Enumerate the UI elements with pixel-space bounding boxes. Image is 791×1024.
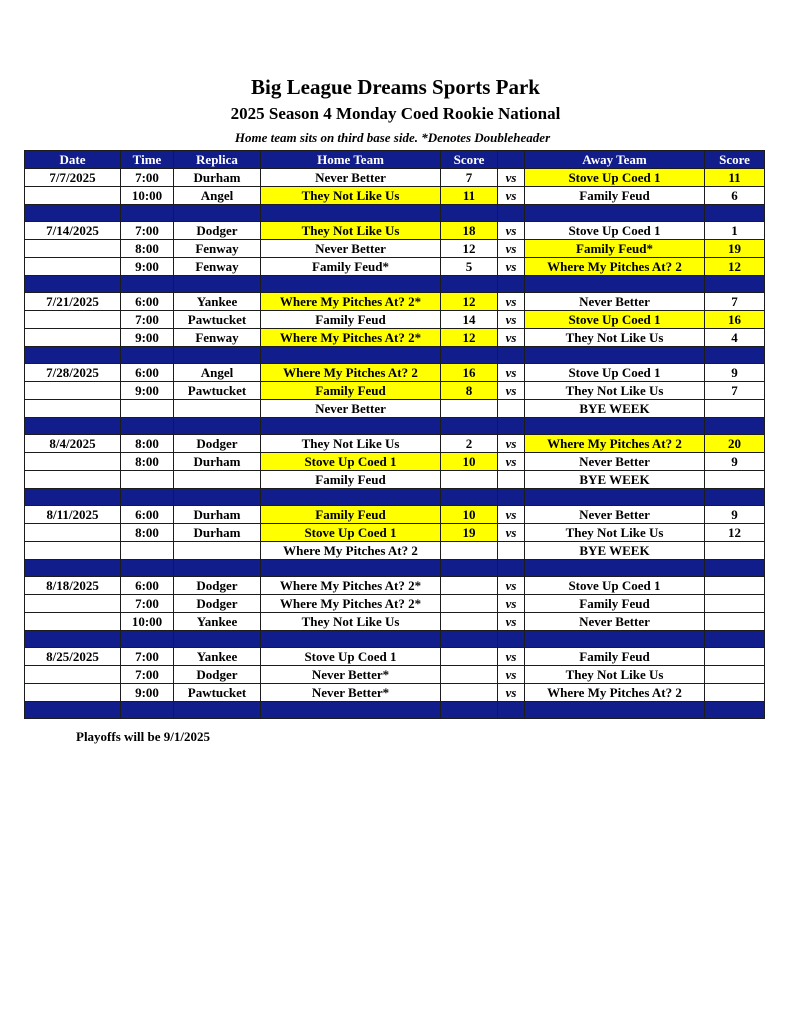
week-separator-row (25, 205, 765, 222)
away-team: Family Feud (525, 648, 705, 666)
game-replica: Durham (174, 169, 261, 187)
schedule-table (24, 150, 765, 719)
week-separator-row (25, 418, 765, 435)
separator-cell (525, 276, 705, 293)
separator-cell (705, 702, 765, 719)
separator-cell (705, 205, 765, 222)
game-time: 8:00 (121, 240, 174, 258)
doubleheader-note: Home team sits on third base side. *Denotes Doubleheader (234, 130, 551, 145)
home-team: Never Better (261, 169, 441, 187)
week-date (25, 613, 121, 631)
away-score: 12 (705, 258, 765, 276)
home-score (441, 666, 498, 684)
game-time: 8:00 (121, 453, 174, 471)
table-row (25, 435, 765, 453)
separator-cell (25, 418, 121, 435)
separator-cell (525, 702, 705, 719)
vs-label (498, 400, 525, 418)
week-date: 8/4/2025 (25, 435, 121, 453)
game-time: 9:00 (121, 382, 174, 400)
week-date: 7/21/2025 (25, 293, 121, 311)
separator-cell (261, 418, 441, 435)
game-replica (174, 542, 261, 560)
vs-label: vs (498, 435, 525, 453)
table-row (25, 453, 765, 471)
game-replica (174, 400, 261, 418)
separator-cell (121, 702, 174, 719)
vs-label: vs (498, 293, 525, 311)
game-replica: Durham (174, 524, 261, 542)
table-row (25, 577, 765, 595)
away-score (705, 577, 765, 595)
separator-cell (498, 702, 525, 719)
separator-cell (441, 418, 498, 435)
game-time: 7:00 (121, 169, 174, 187)
game-time: 6:00 (121, 364, 174, 382)
game-replica: Dodger (174, 435, 261, 453)
header-date: Date (25, 151, 121, 169)
header-time: Time (121, 151, 174, 169)
vs-label: vs (498, 329, 525, 347)
away-team: BYE WEEK (525, 542, 705, 560)
home-team: Never Better (261, 400, 441, 418)
week-separator-row (25, 702, 765, 719)
week-date (25, 240, 121, 258)
game-replica: Fenway (174, 329, 261, 347)
game-time: 6:00 (121, 293, 174, 311)
away-team: Never Better (525, 453, 705, 471)
week-date (25, 666, 121, 684)
week-date: 8/11/2025 (25, 506, 121, 524)
separator-cell (525, 631, 705, 648)
home-team: Never Better* (261, 684, 441, 702)
table-row (25, 240, 765, 258)
table-row (25, 364, 765, 382)
away-team: Family Feud (525, 187, 705, 205)
home-score (441, 471, 498, 489)
home-team: They Not Like Us (261, 435, 441, 453)
vs-label: vs (498, 595, 525, 613)
vs-label (498, 542, 525, 560)
separator-cell (441, 276, 498, 293)
vs-label: vs (498, 506, 525, 524)
game-time: 7:00 (121, 666, 174, 684)
away-team: Family Feud* (525, 240, 705, 258)
week-date (25, 524, 121, 542)
table-row (25, 382, 765, 400)
vs-label: vs (498, 364, 525, 382)
home-team: Stove Up Coed 1 (261, 648, 441, 666)
home-score: 14 (441, 311, 498, 329)
week-date (25, 542, 121, 560)
separator-cell (498, 205, 525, 222)
separator-cell (25, 560, 121, 577)
separator-cell (25, 347, 121, 364)
vs-label: vs (498, 684, 525, 702)
separator-cell (705, 276, 765, 293)
table-row (25, 542, 765, 560)
separator-cell (174, 276, 261, 293)
vs-label: vs (498, 453, 525, 471)
away-score: 16 (705, 311, 765, 329)
game-time: 6:00 (121, 577, 174, 595)
table-row (25, 187, 765, 205)
home-team: Family Feud* (261, 258, 441, 276)
home-team: Stove Up Coed 1 (261, 453, 441, 471)
vs-label: vs (498, 187, 525, 205)
game-replica: Pawtucket (174, 311, 261, 329)
table-row (25, 169, 765, 187)
game-replica: Angel (174, 187, 261, 205)
away-score (705, 684, 765, 702)
away-score: 9 (705, 506, 765, 524)
game-replica: Dodger (174, 666, 261, 684)
away-score: 12 (705, 524, 765, 542)
separator-cell (121, 347, 174, 364)
separator-cell (25, 489, 121, 506)
header-vs (498, 151, 525, 169)
separator-cell (261, 276, 441, 293)
week-separator-row (25, 560, 765, 577)
away-team: Stove Up Coed 1 (525, 364, 705, 382)
table-row (25, 311, 765, 329)
separator-cell (261, 702, 441, 719)
away-team: They Not Like Us (525, 329, 705, 347)
home-team: Where My Pitches At? 2* (261, 595, 441, 613)
table-row (25, 506, 765, 524)
away-score: 1 (705, 222, 765, 240)
away-score (705, 471, 765, 489)
separator-cell (174, 489, 261, 506)
week-date: 8/18/2025 (25, 577, 121, 595)
away-team: Stove Up Coed 1 (525, 169, 705, 187)
separator-cell (121, 276, 174, 293)
separator-cell (261, 205, 441, 222)
separator-cell (25, 702, 121, 719)
game-time: 9:00 (121, 329, 174, 347)
header-row (25, 151, 765, 169)
home-score (441, 400, 498, 418)
away-team: Stove Up Coed 1 (525, 311, 705, 329)
separator-cell (441, 702, 498, 719)
separator-cell (441, 347, 498, 364)
week-date (25, 471, 121, 489)
game-replica: Yankee (174, 648, 261, 666)
week-date (25, 258, 121, 276)
away-score (705, 400, 765, 418)
separator-cell (441, 489, 498, 506)
table-row (25, 684, 765, 702)
away-score (705, 595, 765, 613)
vs-label: vs (498, 169, 525, 187)
home-score (441, 613, 498, 631)
separator-cell (705, 560, 765, 577)
table-row (25, 222, 765, 240)
separator-cell (121, 489, 174, 506)
away-score: 9 (705, 364, 765, 382)
game-time: 10:00 (121, 187, 174, 205)
week-date (25, 684, 121, 702)
table-row (25, 258, 765, 276)
week-date (25, 187, 121, 205)
game-time: 7:00 (121, 648, 174, 666)
separator-cell (121, 205, 174, 222)
home-score (441, 542, 498, 560)
game-time (121, 542, 174, 560)
vs-label: vs (498, 524, 525, 542)
home-team: Family Feud (261, 471, 441, 489)
separator-cell (441, 205, 498, 222)
home-team: Family Feud (261, 382, 441, 400)
away-score (705, 542, 765, 560)
separator-cell (261, 347, 441, 364)
away-score: 7 (705, 382, 765, 400)
separator-cell (525, 347, 705, 364)
week-date (25, 400, 121, 418)
game-time: 7:00 (121, 595, 174, 613)
page-title: Big League Dreams Sports Park (251, 75, 540, 99)
separator-cell (498, 418, 525, 435)
header-replica: Replica (174, 151, 261, 169)
table-row (25, 329, 765, 347)
away-score: 20 (705, 435, 765, 453)
home-team: Family Feud (261, 311, 441, 329)
away-team: They Not Like Us (525, 524, 705, 542)
separator-cell (174, 347, 261, 364)
game-time: 8:00 (121, 524, 174, 542)
separator-cell (525, 489, 705, 506)
separator-cell (261, 489, 441, 506)
home-team: Never Better (261, 240, 441, 258)
game-time: 6:00 (121, 506, 174, 524)
vs-label: vs (498, 648, 525, 666)
game-replica: Durham (174, 453, 261, 471)
home-score: 10 (441, 506, 498, 524)
home-team: Never Better* (261, 666, 441, 684)
separator-cell (525, 560, 705, 577)
week-separator-row (25, 631, 765, 648)
home-score: 12 (441, 240, 498, 258)
week-date (25, 382, 121, 400)
table-row (25, 293, 765, 311)
vs-label: vs (498, 311, 525, 329)
separator-cell (174, 418, 261, 435)
separator-cell (525, 205, 705, 222)
vs-label: vs (498, 222, 525, 240)
game-time: 10:00 (121, 613, 174, 631)
home-team: They Not Like Us (261, 222, 441, 240)
game-replica: Dodger (174, 577, 261, 595)
home-score: 10 (441, 453, 498, 471)
home-team: Where My Pitches At? 2* (261, 329, 441, 347)
separator-cell (261, 631, 441, 648)
away-team: Where My Pitches At? 2 (525, 258, 705, 276)
week-date (25, 595, 121, 613)
separator-cell (498, 347, 525, 364)
home-score (441, 577, 498, 595)
away-team: Where My Pitches At? 2 (525, 435, 705, 453)
separator-cell (498, 276, 525, 293)
table-row (25, 648, 765, 666)
table-row (25, 613, 765, 631)
vs-label: vs (498, 382, 525, 400)
vs-label: vs (498, 666, 525, 684)
away-score: 7 (705, 293, 765, 311)
game-replica: Pawtucket (174, 684, 261, 702)
home-score: 11 (441, 187, 498, 205)
home-team: Stove Up Coed 1 (261, 524, 441, 542)
separator-cell (705, 347, 765, 364)
home-score: 18 (441, 222, 498, 240)
table-row (25, 471, 765, 489)
week-separator-row (25, 276, 765, 293)
away-team: BYE WEEK (525, 471, 705, 489)
home-score (441, 684, 498, 702)
vs-label: vs (498, 240, 525, 258)
table-row (25, 524, 765, 542)
home-score: 12 (441, 329, 498, 347)
separator-cell (174, 560, 261, 577)
separator-cell (25, 276, 121, 293)
week-date (25, 311, 121, 329)
separator-cell (525, 418, 705, 435)
away-score: 6 (705, 187, 765, 205)
separator-cell (705, 631, 765, 648)
week-date: 7/28/2025 (25, 364, 121, 382)
game-replica: Yankee (174, 293, 261, 311)
game-replica: Dodger (174, 595, 261, 613)
game-time (121, 471, 174, 489)
separator-cell (261, 560, 441, 577)
table-row (25, 666, 765, 684)
week-separator-row (25, 489, 765, 506)
vs-label (498, 471, 525, 489)
separator-cell (441, 560, 498, 577)
away-team: Stove Up Coed 1 (525, 577, 705, 595)
home-score: 8 (441, 382, 498, 400)
away-score: 19 (705, 240, 765, 258)
game-replica: Fenway (174, 258, 261, 276)
game-replica: Yankee (174, 613, 261, 631)
game-replica: Angel (174, 364, 261, 382)
home-score: 7 (441, 169, 498, 187)
home-team: Where My Pitches At? 2* (261, 577, 441, 595)
away-team: Never Better (525, 613, 705, 631)
header-away-score: Score (705, 151, 765, 169)
header-home-team: Home Team (261, 151, 441, 169)
home-score: 19 (441, 524, 498, 542)
separator-cell (498, 631, 525, 648)
away-score: 4 (705, 329, 765, 347)
separator-cell (174, 205, 261, 222)
separator-cell (174, 702, 261, 719)
game-replica: Durham (174, 506, 261, 524)
away-team: Where My Pitches At? 2 (525, 684, 705, 702)
separator-cell (705, 418, 765, 435)
home-team: Where My Pitches At? 2 (261, 364, 441, 382)
game-time: 7:00 (121, 222, 174, 240)
game-time: 9:00 (121, 258, 174, 276)
separator-cell (25, 205, 121, 222)
game-time: 8:00 (121, 435, 174, 453)
schedule-body (25, 169, 765, 719)
game-time: 9:00 (121, 684, 174, 702)
game-replica (174, 471, 261, 489)
game-time: 7:00 (121, 311, 174, 329)
home-score: 5 (441, 258, 498, 276)
week-date (25, 329, 121, 347)
home-team: Family Feud (261, 506, 441, 524)
away-team: Family Feud (525, 595, 705, 613)
separator-cell (121, 418, 174, 435)
home-team: They Not Like Us (261, 187, 441, 205)
away-team: They Not Like Us (525, 382, 705, 400)
away-score (705, 613, 765, 631)
away-score (705, 648, 765, 666)
separator-cell (25, 631, 121, 648)
game-replica: Dodger (174, 222, 261, 240)
away-score (705, 666, 765, 684)
separator-cell (121, 631, 174, 648)
separator-cell (121, 560, 174, 577)
away-team: Never Better (525, 506, 705, 524)
away-team: They Not Like Us (525, 666, 705, 684)
home-score: 2 (441, 435, 498, 453)
away-team: Never Better (525, 293, 705, 311)
away-team: BYE WEEK (525, 400, 705, 418)
week-date (25, 453, 121, 471)
away-score: 9 (705, 453, 765, 471)
separator-cell (498, 489, 525, 506)
page-subtitle: 2025 Season 4 Monday Coed Rookie National (230, 104, 561, 123)
home-team: Where My Pitches At? 2 (261, 542, 441, 560)
home-team: They Not Like Us (261, 613, 441, 631)
header-away-team: Away Team (525, 151, 705, 169)
playoffs-note: Playoffs will be 9/1/2025 (76, 729, 210, 744)
away-team: Stove Up Coed 1 (525, 222, 705, 240)
table-row (25, 595, 765, 613)
separator-cell (705, 489, 765, 506)
vs-label: vs (498, 258, 525, 276)
away-score: 11 (705, 169, 765, 187)
vs-label: vs (498, 613, 525, 631)
home-team: Where My Pitches At? 2* (261, 293, 441, 311)
week-separator-row (25, 347, 765, 364)
separator-cell (174, 631, 261, 648)
week-date: 7/14/2025 (25, 222, 121, 240)
header-home-score: Score (441, 151, 498, 169)
separator-cell (498, 560, 525, 577)
table-row (25, 400, 765, 418)
home-score: 16 (441, 364, 498, 382)
separator-cell (441, 631, 498, 648)
home-score (441, 595, 498, 613)
home-score (441, 648, 498, 666)
week-date: 8/25/2025 (25, 648, 121, 666)
game-time (121, 400, 174, 418)
week-date: 7/7/2025 (25, 169, 121, 187)
game-replica: Pawtucket (174, 382, 261, 400)
home-score: 12 (441, 293, 498, 311)
game-replica: Fenway (174, 240, 261, 258)
vs-label: vs (498, 577, 525, 595)
